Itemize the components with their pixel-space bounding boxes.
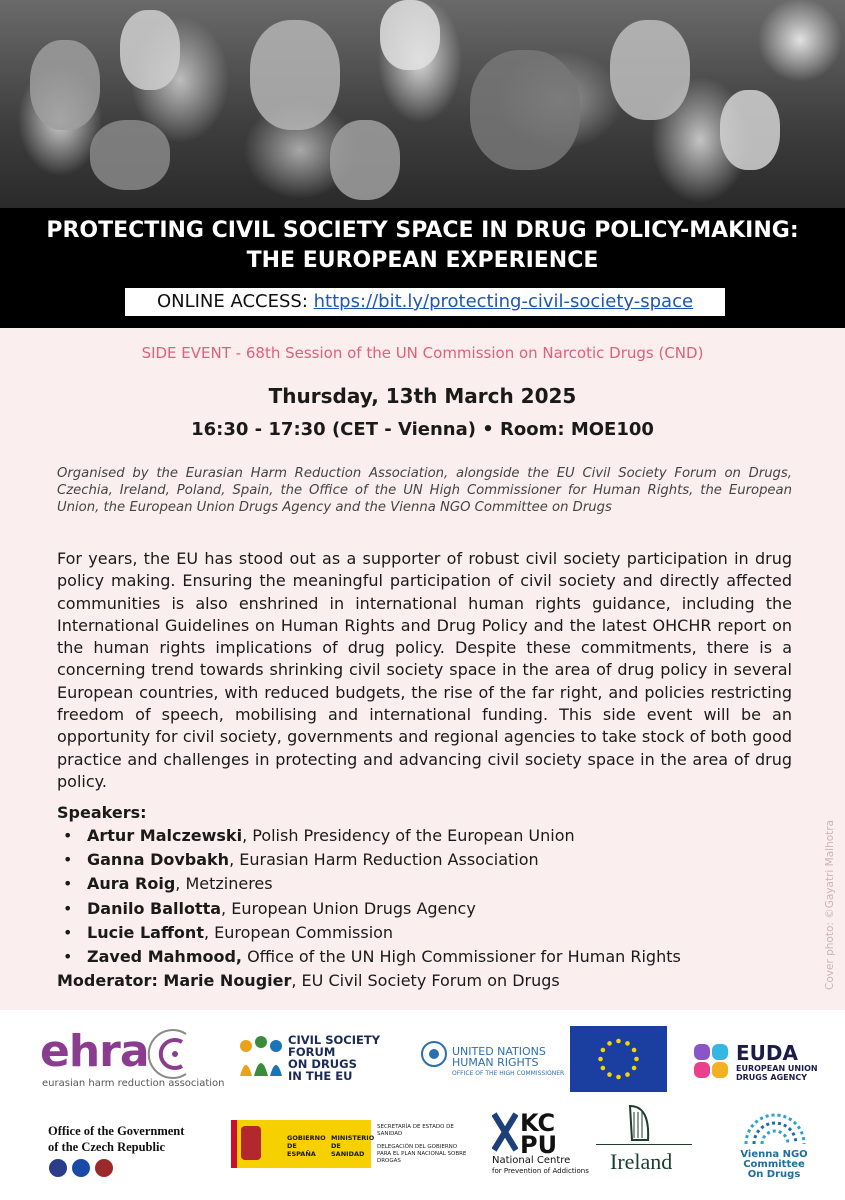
moderator: Moderator: Marie Nougier, EU Civil Society Forum on Drugs — [57, 971, 560, 990]
eu-flag — [570, 1026, 667, 1092]
vienna-ngo-arc-icon — [742, 1104, 808, 1148]
kcpu-logo: KC PU — [520, 1109, 558, 1159]
harp-icon — [624, 1102, 654, 1144]
page-title: PROTECTING CIVIL SOCIETY SPACE IN DRUG POLICY-MAKING: THE EUROPEAN EXPERIENCE — [46, 218, 799, 273]
photo-credit: Cover photo: ©Gayatri Malhotra — [824, 819, 836, 990]
csf-people-icon — [236, 1036, 286, 1080]
kcpu-subtitle: National Centre for Prevention of Addictions — [492, 1155, 589, 1175]
euda-mark-icon — [692, 1042, 732, 1082]
un-human-rights-logo: UNITED NATIONS HUMAN RIGHTS OFFICE OF THE HIGH COMMISSIONER — [452, 1045, 565, 1077]
euda-subtitle: EUROPEAN UNION DRUGS AGENCY — [736, 1064, 818, 1082]
eu-stars-icon — [570, 1026, 667, 1092]
list-item: • Danilo Ballotta, European Union Drugs Agency — [63, 898, 476, 918]
organised-by: Organised by the Eurasian Harm Reduction Association, alongside the EU Civil Society Forum on Drugs, Czechia, Ireland, Poland, Spain, the Office of the UN High Commissioner for Human Rights, the European Union, the European Union Drugs Agency and the Vienna NGO Committee on Drugs — [57, 466, 792, 515]
event-time: 16:30 - 17:30 (CET - Vienna) • Room: MOE100 — [191, 419, 654, 440]
list-item: • Ganna Dovbakh, Eurasian Harm Reduction Association — [63, 850, 539, 870]
side-event-label: SIDE EVENT - 68th Session of the UN Commission on Narcotic Drugs (CND) — [141, 344, 704, 362]
online-access-label: ONLINE ACCESS: — [156, 291, 314, 312]
online-access-link[interactable]: https://bit.ly/protecting-civil-society-space — [313, 291, 694, 312]
czech-government-logo: Office of the Government of the Czech Republic — [48, 1124, 185, 1154]
list-item: • Lucie Laffont, European Commission — [63, 922, 394, 942]
euda-logo: EUDA — [736, 1041, 798, 1065]
speakers-heading: Speakers: — [57, 803, 147, 822]
ireland-logo: Ireland — [610, 1149, 673, 1174]
list-item: • Artur Malczewski, Polish Presidency of the European Union — [63, 826, 575, 845]
spain-government-logo: GOBIERNO DE ESPAÑA MINISTERIO DE SANIDAD SECRETARÍA DE ESTADO DE SANIDAD DELEGACIÓN DEL GOBIERNO PARA EL PLAN NACIONAL SOBRE DROGAS — [231, 1120, 471, 1168]
ehra-subtitle: eurasian harm reduction association — [42, 1078, 225, 1089]
ehra-c-icon — [146, 1026, 202, 1082]
ireland-divider — [596, 1144, 692, 1145]
czech-emblems-icon — [48, 1157, 118, 1179]
list-item: • Zaved Mahmood, Office of the UN High Commissioner for Human Rights — [63, 947, 681, 967]
un-emblem-icon — [418, 1038, 450, 1070]
speakers-list — [57, 824, 777, 969]
vienna-ngo-logo: Vienna NGO Committee On Drugs — [740, 1149, 808, 1180]
cover-photo — [0, 0, 845, 208]
ehra-logo: ehra — [40, 1026, 149, 1077]
list-item: • Aura Roig, Metzineres — [63, 874, 273, 894]
event-date: Thursday, 13th March 2025 — [268, 384, 577, 408]
online-access — [125, 288, 725, 316]
kcpu-x-icon — [492, 1112, 518, 1152]
description: For years, the EU has stood out as a supporter of robust civil society participation in drug policy making. Ensuring the meaningful participation of civil society and directly affected communities is also enshrined in international human rights guidance, including the International Guidelines on Human Rights and Drug Policy and the latest OHCHR report on the human rights implications of drug policy. Despite these commitments, there is a concerning trend towards shrinking civil society space in the area of drug policy in several European countries, with reduced budgets, the rise of the far right, and policies restricting freedom of speech, mobilising and international funding. This side event will be an opportunity for civil society, governments and regional agencies to take stock of both good practice and challenges in protecting and advancing civil society space in the area of drug policy. — [57, 549, 792, 791]
csf-logo: CIVIL SOCIETY FORUM ON DRUGS IN THE EU — [288, 1033, 381, 1083]
